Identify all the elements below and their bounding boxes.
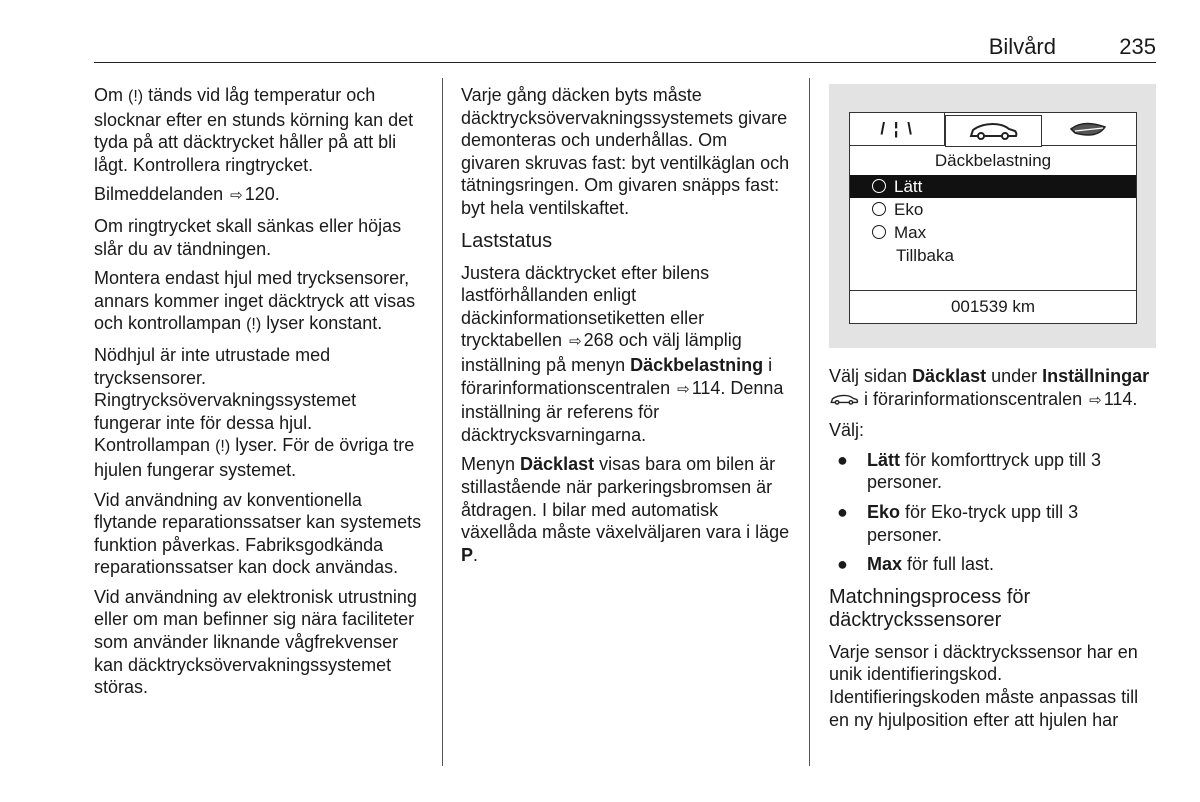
column-3	[829, 84, 1156, 738]
page-number: 235	[1119, 34, 1156, 59]
section-heading-laststatus: Laststatus	[461, 229, 553, 252]
bullet-icon: ●	[837, 554, 848, 575]
gear-position: P	[461, 544, 474, 565]
header-rule	[94, 62, 1156, 63]
menu-name: Däckbelastning	[630, 354, 764, 375]
info-display-screen	[849, 112, 1137, 324]
menu-name: Däcklast	[912, 366, 987, 386]
section-title: Bilvård	[988, 34, 1056, 59]
option-max: Max	[850, 221, 1136, 244]
tire-pressure-warning-icon: (!)	[246, 316, 262, 334]
radio-icon	[872, 179, 886, 193]
column-2	[461, 84, 791, 573]
option-latt: Lätt	[850, 175, 1136, 198]
paragraph: Montera endast hjul med trycksensorer, annars kommer inget däcktryck att visas och kontrollampan (!) lyser konstant.	[94, 268, 416, 334]
leaf-icon	[1067, 119, 1111, 139]
list-item: ● Eko för Eko-tryck upp till 3 personer.	[837, 501, 1079, 545]
column-divider-2	[809, 78, 810, 766]
display-tabs	[850, 113, 1136, 146]
page-ref-arrow-icon: ⇨	[677, 380, 690, 398]
paragraph: Varje sensor i däcktryckssensor har en unik identifieringskod. Identifieringskoden måste anpassas till en ny hjulposition efter att hjulen har	[829, 641, 1139, 730]
car-icon	[829, 393, 859, 406]
paragraph: Nödhjul är inte utrustade med trycksensorer. Ringtrycksövervakningssystemet fungerar inte för dessa hjul. Kontrollampan (!) lyser. För de övriga tre hjulen fungerar systemet.	[94, 344, 415, 480]
tab-vehicle-settings	[945, 115, 1041, 147]
option-eko: Eko	[850, 198, 1136, 221]
list-item: ● Lätt för komforttryck upp till 3 personer.	[837, 449, 1102, 493]
paragraph: Välj sidan Däcklast under Inställningar i förarinformationscentralen ⇨ 114.	[829, 366, 1150, 409]
paragraph: Varje gång däcken byts måste däcktrycksövervakningssystemets givare demonteras och underhållas. Om givaren skruvas fast: byt ventilkäglan och tätningsringen. Om givaren snäpps fast: byt hela ventilskaftet.	[461, 85, 790, 218]
bullet-icon: ●	[837, 449, 848, 470]
list-item: ● Max för full last.	[837, 554, 995, 575]
page-ref-arrow-icon: ⇨	[230, 187, 243, 205]
paragraph: Välj:	[829, 420, 865, 441]
page-ref-arrow-icon: ⇨	[569, 333, 582, 351]
paragraph: Om ringtrycket skall sänkas eller höjas slår du av tändningen.	[94, 215, 402, 259]
odometer: 001539 km	[850, 290, 1136, 323]
paragraph: Vid användning av elektronisk utrustning eller om man befinner sig nära faciliteter som använder liknande vågfrekvenser kan däcktrycksövervakningssystemet störas.	[94, 586, 417, 698]
menu-name: Däcklast	[520, 454, 595, 475]
tab-road-info: / ¦ \	[850, 113, 945, 145]
screen-title: Däckbelastning	[934, 151, 1052, 170]
section-heading-matchning: Matchningsprocess för däcktryckssensorer	[829, 585, 1031, 631]
car-icon	[967, 121, 1019, 141]
paragraph: Vid användning av konventionella flytande reparationssatser kan systemets funktion påverkas. Fabriksgodkända reparationssatser kan dock användas.	[94, 489, 422, 578]
radio-icon	[872, 225, 886, 239]
tire-pressure-warning-icon: (!)	[215, 438, 231, 456]
tire-pressure-warning-icon: (!)	[128, 88, 144, 105]
menu-name: Inställningar	[1042, 366, 1150, 386]
column-divider-1	[442, 78, 443, 766]
paragraph: Bilmeddelanden ⇨ 120.	[94, 184, 280, 205]
option-back: Tillbaka	[896, 245, 954, 265]
tab-eco	[1042, 113, 1136, 145]
column-1	[94, 84, 424, 706]
bullet-icon: ●	[837, 501, 848, 522]
paragraph: Om (!) tänds vid låg temperatur och slocknar efter en stunds körning kan det tyda på att däcktrycket håller på att bli lågt. Kontrollera ringtrycket.	[94, 85, 414, 175]
radio-icon	[872, 202, 886, 216]
display-figure	[829, 84, 1156, 348]
option-list	[829, 449, 1156, 576]
paragraph: Menyn Däcklast visas bara om bilen är stillastående när parkeringsbromsen är åtdragen. I bilar med automatisk växellåda måste växelväljaren vara i läge P.	[461, 454, 790, 565]
page-ref-arrow-icon: ⇨	[1089, 391, 1102, 409]
paragraph: Justera däcktrycket efter bilens lastförhållanden enligt däckinformationsetiketten eller trycktabellen ⇨ 268 och välj lämplig inställning på menyn Däckbelastning i förarinformationscentralen ⇨ 114. Denna inställning är referens för däcktrycksvarningarna.	[461, 262, 784, 445]
